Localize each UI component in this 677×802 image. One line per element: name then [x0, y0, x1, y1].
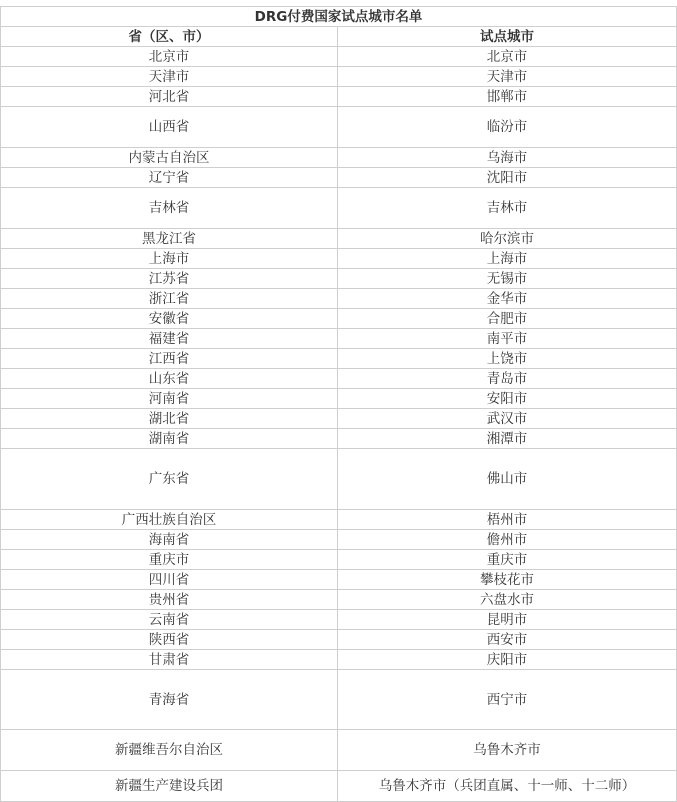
- table-row: [1, 449, 677, 510]
- table-row: [1, 730, 677, 771]
- city-cell: 上饶市: [338, 349, 677, 369]
- city-cell: 无锡市: [338, 269, 677, 289]
- table-row: [1, 570, 677, 590]
- city-cell: 庆阳市: [338, 650, 677, 670]
- table-row: [1, 329, 677, 349]
- province-cell: 河南省: [1, 389, 338, 409]
- province-cell: 甘肃省: [1, 650, 338, 670]
- province-cell: 江苏省: [1, 269, 338, 289]
- table-row: [1, 168, 677, 188]
- province-cell: 广西壮族自治区: [1, 510, 338, 530]
- city-cell: 佛山市: [338, 449, 677, 510]
- table-row: [1, 510, 677, 530]
- city-cell: 梧州市: [338, 510, 677, 530]
- province-cell: 安徽省: [1, 309, 338, 329]
- province-cell: 辽宁省: [1, 168, 338, 188]
- table-row: [1, 47, 677, 67]
- table-header-row: [1, 27, 677, 47]
- province-cell: 贵州省: [1, 590, 338, 610]
- table-row: [1, 349, 677, 369]
- city-cell: 湘潭市: [338, 429, 677, 449]
- table-row: [1, 107, 677, 148]
- province-cell: 青海省: [1, 670, 338, 730]
- table-row: [1, 389, 677, 409]
- table-row: [1, 289, 677, 309]
- city-cell: 上海市: [338, 249, 677, 269]
- province-cell: 河北省: [1, 87, 338, 107]
- city-cell: 攀枝花市: [338, 570, 677, 590]
- table-row: [1, 550, 677, 570]
- city-cell: 儋州市: [338, 530, 677, 550]
- city-cell: 安阳市: [338, 389, 677, 409]
- province-cell: 上海市: [1, 249, 338, 269]
- province-cell: 北京市: [1, 47, 338, 67]
- table-row: [1, 249, 677, 269]
- province-cell: 陕西省: [1, 630, 338, 650]
- city-cell: 西宁市: [338, 670, 677, 730]
- table-row: [1, 269, 677, 289]
- table-row: [1, 530, 677, 550]
- province-cell: 湖南省: [1, 429, 338, 449]
- table-row: [1, 369, 677, 389]
- city-cell: 哈尔滨市: [338, 229, 677, 249]
- province-cell: 山东省: [1, 369, 338, 389]
- table-row: [1, 590, 677, 610]
- city-cell: 金华市: [338, 289, 677, 309]
- province-cell: 新疆生产建设兵团: [1, 771, 338, 802]
- table-row: [1, 67, 677, 87]
- province-cell: 浙江省: [1, 289, 338, 309]
- city-cell: 邯郸市: [338, 87, 677, 107]
- city-cell: 乌鲁木齐市（兵团直属、十一师、十二师）: [338, 771, 677, 802]
- city-cell: 六盘水市: [338, 590, 677, 610]
- table-row: [1, 429, 677, 449]
- city-cell: 武汉市: [338, 409, 677, 429]
- city-cell: 临汾市: [338, 107, 677, 148]
- pilot-cities-table: [0, 6, 677, 802]
- city-cell: 乌海市: [338, 148, 677, 168]
- province-cell: 福建省: [1, 329, 338, 349]
- table-row: [1, 409, 677, 429]
- city-cell: 乌鲁木齐市: [338, 730, 677, 771]
- province-cell: 海南省: [1, 530, 338, 550]
- table-row: [1, 771, 677, 802]
- table-title-row: [1, 7, 677, 27]
- header-province: 省（区、市）: [1, 27, 338, 47]
- province-cell: 江西省: [1, 349, 338, 369]
- city-cell: 昆明市: [338, 610, 677, 630]
- table-row: [1, 610, 677, 630]
- city-cell: 西安市: [338, 630, 677, 650]
- city-cell: 重庆市: [338, 550, 677, 570]
- table-row: [1, 148, 677, 168]
- province-cell: 重庆市: [1, 550, 338, 570]
- table-row: [1, 650, 677, 670]
- city-cell: 北京市: [338, 47, 677, 67]
- city-cell: 天津市: [338, 67, 677, 87]
- province-cell: 新疆维吾尔自治区: [1, 730, 338, 771]
- province-cell: 四川省: [1, 570, 338, 590]
- city-cell: 沈阳市: [338, 168, 677, 188]
- province-cell: 天津市: [1, 67, 338, 87]
- province-cell: 云南省: [1, 610, 338, 630]
- header-city: 试点城市: [338, 27, 677, 47]
- city-cell: 吉林市: [338, 188, 677, 229]
- table-row: [1, 630, 677, 650]
- city-cell: 南平市: [338, 329, 677, 349]
- table-row: [1, 670, 677, 730]
- province-cell: 内蒙古自治区: [1, 148, 338, 168]
- province-cell: 吉林省: [1, 188, 338, 229]
- table-row: [1, 309, 677, 329]
- city-cell: 合肥市: [338, 309, 677, 329]
- table-row: [1, 87, 677, 107]
- table-body: [1, 47, 677, 802]
- province-cell: 黑龙江省: [1, 229, 338, 249]
- table-row: [1, 188, 677, 229]
- province-cell: 广东省: [1, 449, 338, 510]
- table-row: [1, 229, 677, 249]
- province-cell: 山西省: [1, 107, 338, 148]
- city-cell: 青岛市: [338, 369, 677, 389]
- table-title: DRG付费国家试点城市名单: [1, 7, 677, 27]
- province-cell: 湖北省: [1, 409, 338, 429]
